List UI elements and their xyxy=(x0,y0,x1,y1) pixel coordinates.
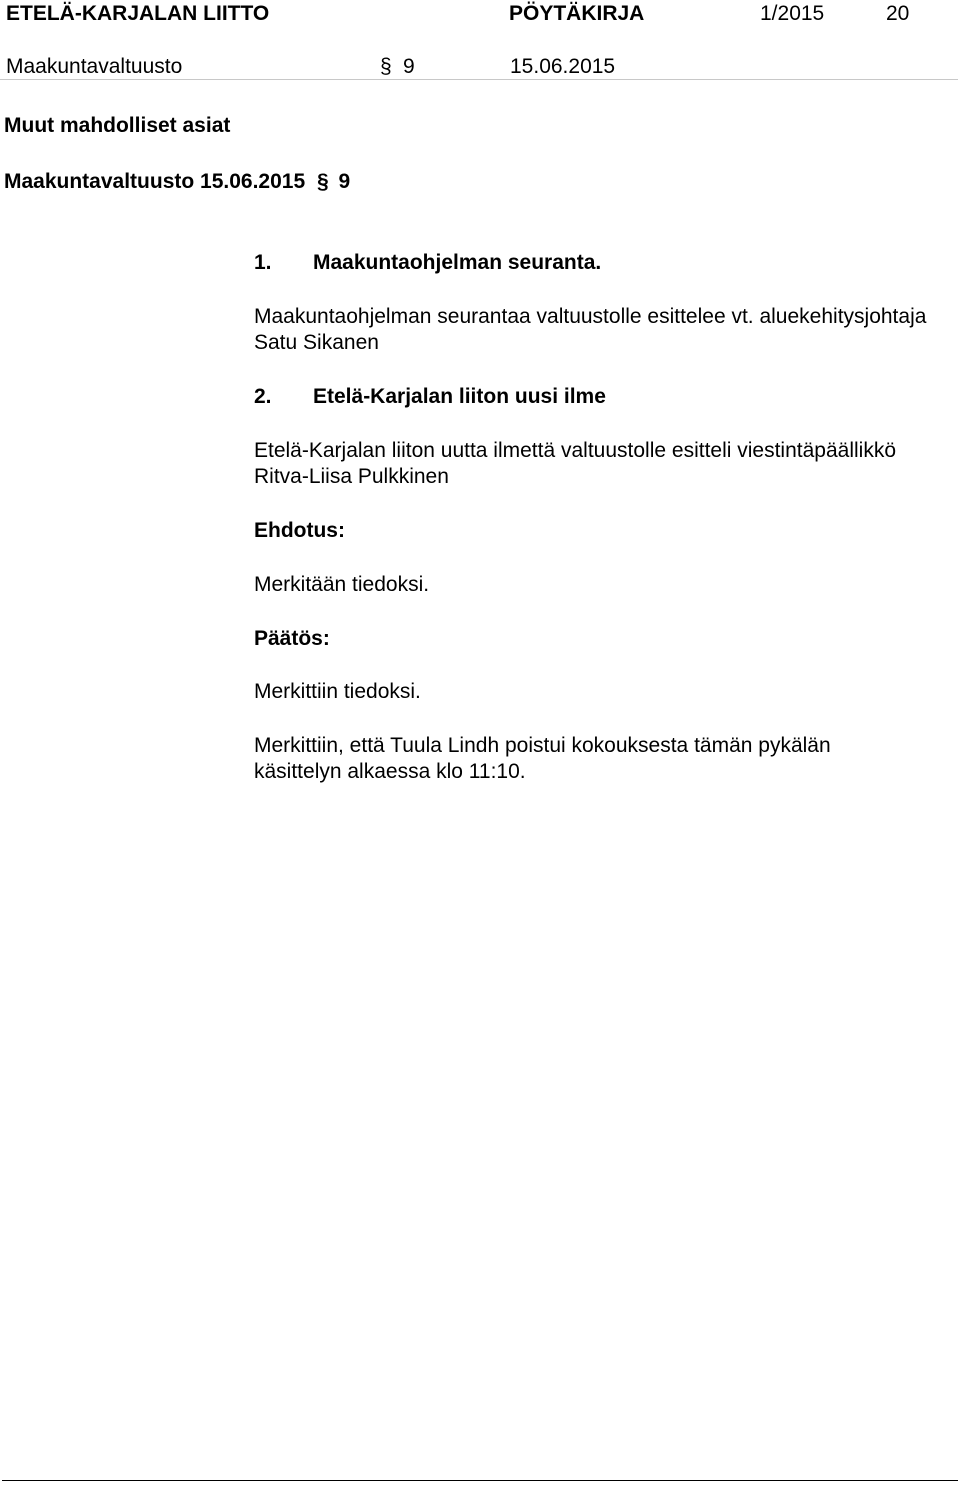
item-1-title: Maakuntaohjelman seuranta. xyxy=(313,251,602,274)
proposal-label: Ehdotus: xyxy=(254,519,345,542)
item-2-title: Etelä-Karjalan liiton uusi ilme xyxy=(313,385,606,408)
page-number: 20 xyxy=(886,2,910,25)
item-2-number: 2. xyxy=(254,385,272,408)
proposal-text: Merkitään tiedoksi. xyxy=(254,573,430,596)
section-sign-icon: § xyxy=(380,55,392,78)
decision-text: Merkittiin tiedoksi. xyxy=(254,680,421,703)
footer-divider xyxy=(2,1480,958,1481)
meeting-date: 15.06.2015 xyxy=(510,55,616,78)
section-sign-icon: § xyxy=(316,170,329,193)
meeting-reference-text: Maakuntavaltuusto 15.06.2015 xyxy=(4,170,306,193)
decision-note: Merkittiin, että Tuula Lindh poistui kokouksesta tämän pykälän käsittelyn alkaessa klo 11:10. xyxy=(254,734,831,783)
document-type: PÖYTÄKIRJA xyxy=(509,2,645,25)
section-number: 9 xyxy=(403,55,415,78)
meeting-body: Maakuntavaltuusto xyxy=(6,55,183,78)
item-2-text: Etelä-Karjalan liiton uutta ilmettä valtuustolle esitteli viestintäpäällikkö Ritva-Liisa Pulkkinen xyxy=(254,439,896,488)
decision-label: Päätös: xyxy=(254,627,330,650)
meeting-reference-section: 9 xyxy=(338,170,351,193)
meeting-reference xyxy=(4,170,350,194)
header-divider xyxy=(0,79,958,80)
item-1-text: Maakuntaohjelman seurantaa valtuustolle esittelee vt. aluekehitysjohtaja Satu Sikanen xyxy=(254,305,927,354)
document-number: 1/2015 xyxy=(760,2,825,25)
topic-title: Muut mahdolliset asiat xyxy=(4,114,231,137)
item-1-number: 1. xyxy=(254,251,272,274)
organization-name: ETELÄ-KARJALAN LIITTO xyxy=(6,2,270,25)
